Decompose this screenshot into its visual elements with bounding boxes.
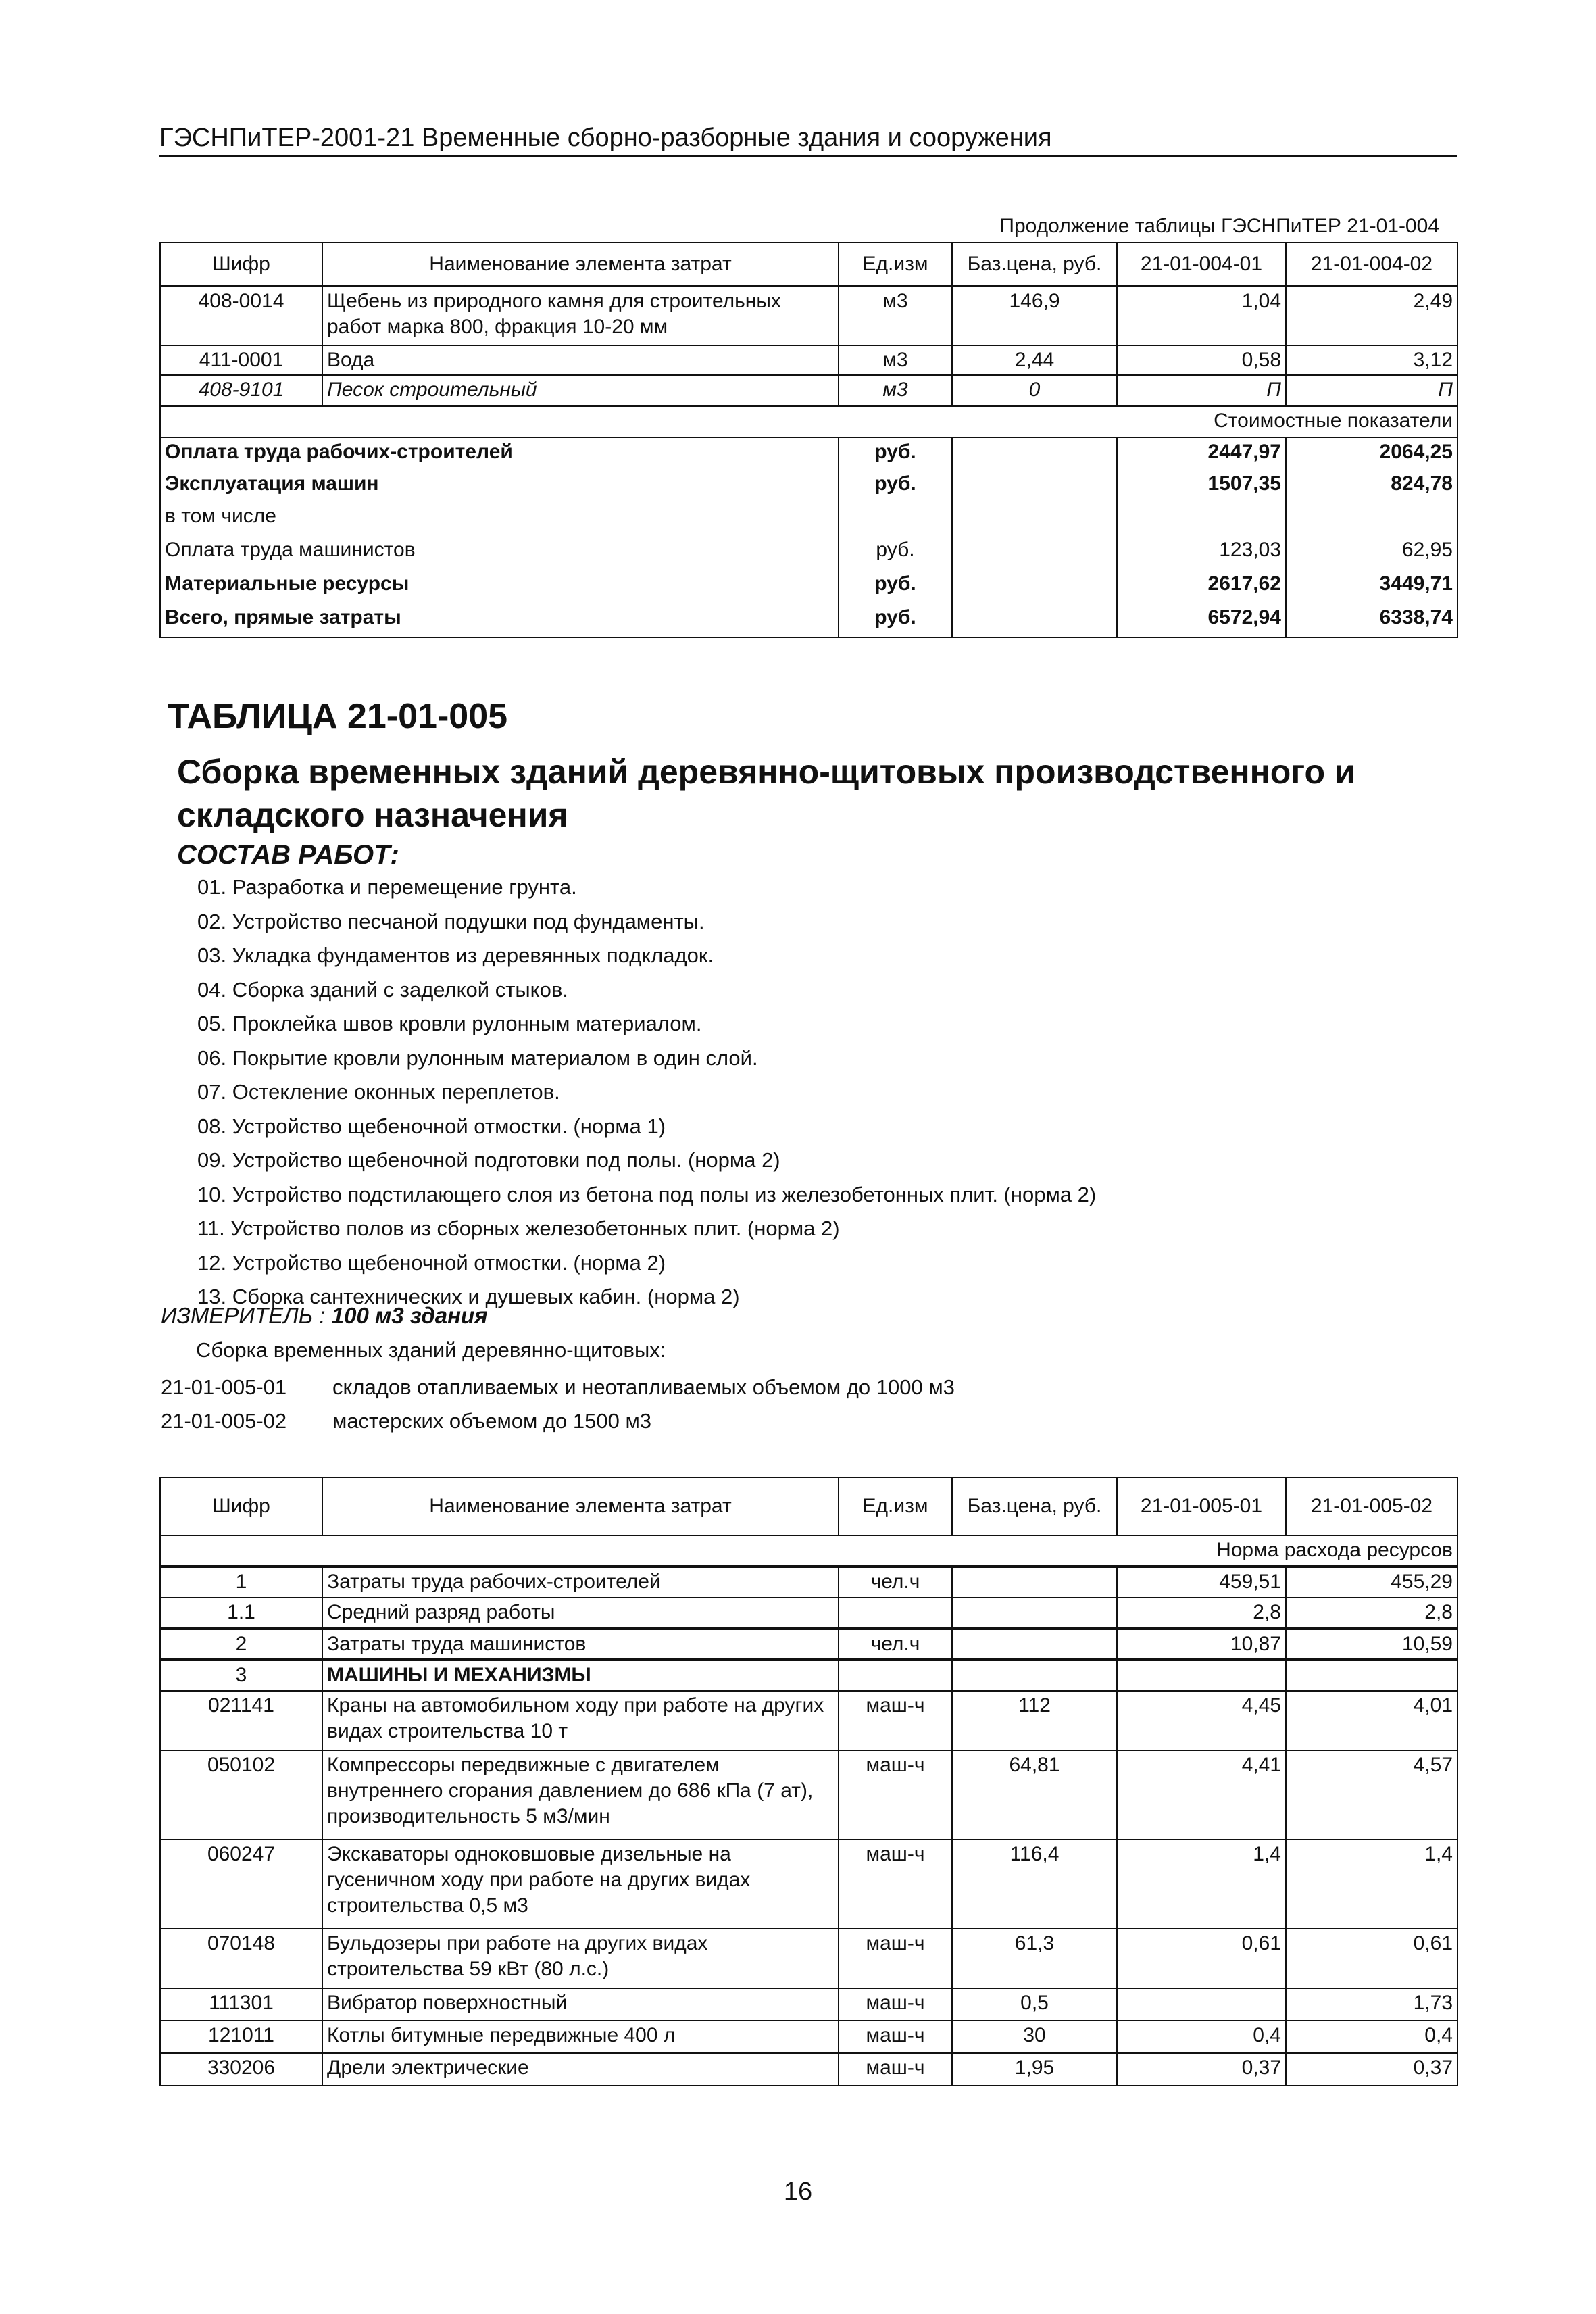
cell-price: [952, 570, 1117, 604]
list-item: 12. Устройство щебеночной отмостки. (норма 2): [197, 1250, 666, 1275]
list-item: 09. Устройство щебеночной подготовки под полы. (норма 2): [197, 1148, 780, 1172]
cell-name: Затраты труда машинистов: [322, 1629, 839, 1660]
section-title: ТАБЛИЦА 21-01-005: [168, 697, 508, 736]
cell-value-2: 4,01: [1286, 1691, 1457, 1750]
cell-price: [952, 1567, 1117, 1598]
table-row: [160, 2053, 1457, 2086]
cell-value-1: 0,4: [1117, 2021, 1286, 2053]
table-row: [160, 1929, 1457, 1988]
cell-name: Краны на автомобильном ходу при работе на других видах строительства 10 т: [322, 1691, 839, 1750]
cell-price: 2,44: [952, 345, 1117, 375]
norm-description: мастерских объемом до 1500 м3: [332, 1409, 652, 1433]
column-header: 21-01-004-01: [1117, 243, 1286, 286]
cell-price: 1,95: [952, 2053, 1117, 2086]
cell-unit: руб.: [839, 437, 952, 470]
cell-unit: маш-ч: [839, 1929, 952, 1988]
cell-value-1: 1,04: [1117, 286, 1286, 345]
cell-price: [952, 536, 1117, 570]
cell-value-1: [1117, 502, 1286, 536]
cell-value-2: 1,4: [1286, 1840, 1457, 1929]
cell-code: 111301: [160, 1988, 322, 2021]
cell-price: [952, 604, 1117, 637]
cell-price: [952, 1598, 1117, 1629]
cell-value-1: 2,8: [1117, 1598, 1286, 1629]
cell-unit: [839, 1598, 952, 1629]
cell-unit: маш-ч: [839, 1691, 952, 1750]
cell-code: 411-0001: [160, 345, 322, 375]
cell-code: 408-9101: [160, 375, 322, 406]
table-row: [160, 375, 1457, 406]
cell-value-2: 455,29: [1286, 1567, 1457, 1598]
list-item: 01. Разработка и перемещение грунта.: [197, 875, 577, 899]
cell-price: [952, 502, 1117, 536]
cell-name: Всего, прямые затраты: [160, 604, 839, 637]
list-item: 03. Укладка фундаментов из деревянных подкладок.: [197, 943, 714, 967]
cell-name: Материальные ресурсы: [160, 570, 839, 604]
cell-unit: маш-ч: [839, 2021, 952, 2053]
cell-code: 050102: [160, 1750, 322, 1840]
table-row: [160, 570, 1457, 604]
table-row: [160, 536, 1457, 570]
cell-price: 0: [952, 375, 1117, 406]
resource-table-21-01-005: [159, 1477, 1458, 2086]
cell-unit: маш-ч: [839, 1840, 952, 1929]
table-continuation-caption: Продолжение таблицы ГЭСНПиТЕР 21-01-004: [999, 215, 1439, 237]
page-number: 16: [783, 2177, 813, 2206]
table-row: [160, 345, 1457, 375]
cell-value-1: 2447,97: [1117, 437, 1286, 470]
cell-unit: чел.ч: [839, 1629, 952, 1660]
cell-name: Экскаваторы одноковшовые дизельные на гусеничном ходу при работе на других видах строительства 0,5 м3: [322, 1840, 839, 1929]
cell-code: 021141: [160, 1691, 322, 1750]
cell-unit: маш-ч: [839, 1750, 952, 1840]
cell-value-2: 4,57: [1286, 1750, 1457, 1840]
cell-value-2: 2,8: [1286, 1598, 1457, 1629]
column-header: Баз.цена, руб.: [952, 1477, 1117, 1535]
cell-value-1: 1507,35: [1117, 470, 1286, 502]
table-row: [160, 470, 1457, 502]
table-row: [160, 1988, 1457, 2021]
cell-name: Оплата труда машинистов: [160, 536, 839, 570]
cell-code: 2: [160, 1629, 322, 1660]
cell-value-2: 0,61: [1286, 1929, 1457, 1988]
cell-value-1: 4,45: [1117, 1691, 1286, 1750]
list-item: 11. Устройство полов из сборных железобетонных плит. (норма 2): [197, 1216, 840, 1240]
cell-name: Средний разряд работы: [322, 1598, 839, 1629]
cell-price: [952, 1629, 1117, 1660]
cell-code: 1: [160, 1567, 322, 1598]
cell-value-1: 10,87: [1117, 1629, 1286, 1660]
cell-value-1: 6572,94: [1117, 604, 1286, 637]
list-item: 04. Сборка зданий с заделкой стыков.: [197, 977, 568, 1002]
list-item: 13. Сборка сантехнических и душевых кабин. (норма 2): [197, 1285, 740, 1308]
norm-label-row: [160, 1535, 1457, 1567]
cell-name: Щебень из природного камня для строительных работ марка 800, фракция 10-20 мм: [322, 286, 839, 345]
column-header: Ед.изм: [839, 243, 952, 286]
cell-value-1: 0,37: [1117, 2053, 1286, 2086]
table-header-row: [160, 243, 1457, 286]
table-row: [160, 1750, 1457, 1840]
cell-value-2: П: [1286, 375, 1457, 406]
column-header: Шифр: [160, 1477, 322, 1535]
table-row: [160, 1660, 1457, 1691]
cell-name: МАШИНЫ И МЕХАНИЗМЫ: [322, 1660, 839, 1691]
cell-value-1: [1117, 1660, 1286, 1691]
cell-price: [952, 437, 1117, 470]
cell-name: в том числе: [160, 502, 839, 536]
cell-value-1: 4,41: [1117, 1750, 1286, 1840]
cell-value-2: 0,37: [1286, 2053, 1457, 2086]
cell-value-1: 1,4: [1117, 1840, 1286, 1929]
table-row: [160, 1598, 1457, 1629]
cell-value-2: 0,4: [1286, 2021, 1457, 2053]
cell-unit: маш-ч: [839, 2053, 952, 2086]
column-header: Баз.цена, руб.: [952, 243, 1117, 286]
cell-unit: руб.: [839, 570, 952, 604]
resource-table-21-01-004: [159, 242, 1458, 638]
cell-value-2: [1286, 1660, 1457, 1691]
table-row: [160, 286, 1457, 345]
work-list: [197, 870, 1414, 1314]
assembly-description: Сборка временных зданий деревянно-щитовых:: [196, 1338, 666, 1362]
list-item: [161, 1371, 955, 1404]
cell-code: 060247: [160, 1840, 322, 1929]
cell-value-1: 0,61: [1117, 1929, 1286, 1988]
table-row: [160, 1840, 1457, 1929]
list-item: [161, 1404, 955, 1438]
list-item: 05. Проклейка швов кровли рулонным материалом.: [197, 1012, 702, 1035]
table-row: [160, 604, 1457, 637]
measure-line: [161, 1303, 488, 1329]
cell-name: Котлы битумные передвижные 400 л: [322, 2021, 839, 2053]
cell-value-1: 2617,62: [1117, 570, 1286, 604]
cell-price: 30: [952, 2021, 1117, 2053]
cost-indicators-label: Стоимостные показатели: [160, 406, 1457, 437]
norm-code: 21-01-005-02: [161, 1409, 287, 1433]
norm-code: 21-01-005-01: [161, 1375, 287, 1399]
cell-price: 146,9: [952, 286, 1117, 345]
cell-value-2: [1286, 502, 1457, 536]
norm-code-list: [161, 1371, 955, 1438]
table-header-row: [160, 1477, 1457, 1535]
cell-name: Дрели электрические: [322, 2053, 839, 2086]
cell-unit: [839, 1660, 952, 1691]
running-header: ГЭСНПиТЕР-2001-21 Временные сборно-разборные здания и сооружения: [159, 120, 1457, 157]
cell-price: 0,5: [952, 1988, 1117, 2021]
cell-code: 070148: [160, 1929, 322, 1988]
cell-unit: руб.: [839, 470, 952, 502]
list-item: 07. Остекление оконных переплетов.: [197, 1080, 560, 1104]
cell-code: 3: [160, 1660, 322, 1691]
measure-value: 100 м3 здания: [331, 1303, 488, 1328]
cell-value-1: 0,58: [1117, 345, 1286, 375]
cell-price: [952, 470, 1117, 502]
cell-value-2: 62,95: [1286, 536, 1457, 570]
section-subtitle: Сборка временных зданий деревянно-щитовых производственного и складского назначения: [177, 753, 1355, 834]
column-header: Наименование элемента затрат: [322, 243, 839, 286]
cell-unit: м3: [839, 286, 952, 345]
cost-indicators-row: [160, 406, 1457, 437]
cell-value-2: 3449,71: [1286, 570, 1457, 604]
column-header: Наименование элемента затрат: [322, 1477, 839, 1535]
cell-price: [952, 1660, 1117, 1691]
cell-price: 61,3: [952, 1929, 1117, 1988]
cell-unit: руб.: [839, 604, 952, 637]
column-header: Шифр: [160, 243, 322, 286]
cell-value-2: 1,73: [1286, 1988, 1457, 2021]
column-header: Ед.изм: [839, 1477, 952, 1535]
table-row: [160, 1691, 1457, 1750]
cell-name: Песок строительный: [322, 375, 839, 406]
cell-value-2: 824,78: [1286, 470, 1457, 502]
norm-description: складов отапливаемых и неотапливаемых объемом до 1000 м3: [332, 1375, 955, 1399]
cell-name: Бульдозеры при работе на других видах строительства 59 кВт (80 л.с.): [322, 1929, 839, 1988]
table-row: [160, 502, 1457, 536]
table-row: [160, 1629, 1457, 1660]
cell-name: Оплата труда рабочих-строителей: [160, 437, 839, 470]
cell-value-2: 3,12: [1286, 345, 1457, 375]
cell-price: 112: [952, 1691, 1117, 1750]
work-composition-heading: СОСТАВ РАБОТ:: [177, 840, 399, 870]
cell-value-2: 2,49: [1286, 286, 1457, 345]
cell-name: Эксплуатация машин: [160, 470, 839, 502]
cell-name: Вода: [322, 345, 839, 375]
cell-value-1: 459,51: [1117, 1567, 1286, 1598]
cell-price: 116,4: [952, 1840, 1117, 1929]
cell-unit: руб.: [839, 536, 952, 570]
column-header: 21-01-004-02: [1286, 243, 1457, 286]
list-item: 10. Устройство подстилающего слоя из бетона под полы из железобетонных плит. (норма 2): [197, 1182, 1097, 1206]
measure-label: ИЗМЕРИТЕЛЬ :: [161, 1303, 326, 1328]
cell-unit: чел.ч: [839, 1567, 952, 1598]
cell-value-1: 123,03: [1117, 536, 1286, 570]
column-header: 21-01-005-02: [1286, 1477, 1457, 1535]
list-item: 06. Покрытие кровли рулонным материалом в один слой.: [197, 1045, 758, 1070]
column-header: 21-01-005-01: [1117, 1477, 1286, 1535]
cell-unit: м3: [839, 345, 952, 375]
cell-value-2: 10,59: [1286, 1629, 1457, 1660]
cell-name: Вибратор поверхностный: [322, 1988, 839, 2021]
cell-name: Компрессоры передвижные с двигателем внутреннего сгорания давлением до 686 кПа (7 ат), производительность 5 м3/мин: [322, 1750, 839, 1840]
cell-value-1: П: [1117, 375, 1286, 406]
table-row: [160, 437, 1457, 470]
table-row: [160, 2021, 1457, 2053]
list-item: 02. Устройство песчаной подушки под фундаменты.: [197, 909, 705, 933]
cell-unit: маш-ч: [839, 1988, 952, 2021]
cell-code: 408-0014: [160, 286, 322, 345]
cell-value-1: [1117, 1988, 1286, 2021]
cell-unit: м3: [839, 375, 952, 406]
cell-name: Затраты труда рабочих-строителей: [322, 1567, 839, 1598]
cell-unit: [839, 502, 952, 536]
cell-value-2: 2064,25: [1286, 437, 1457, 470]
cell-price: 64,81: [952, 1750, 1117, 1840]
table-row: [160, 1567, 1457, 1598]
cell-value-2: 6338,74: [1286, 604, 1457, 637]
cell-code: 330206: [160, 2053, 322, 2086]
cell-code: 1.1: [160, 1598, 322, 1629]
cell-code: 121011: [160, 2021, 322, 2053]
list-item: 08. Устройство щебеночной отмостки. (норма 1): [197, 1114, 666, 1138]
norm-label: Норма расхода ресурсов: [160, 1535, 1457, 1567]
